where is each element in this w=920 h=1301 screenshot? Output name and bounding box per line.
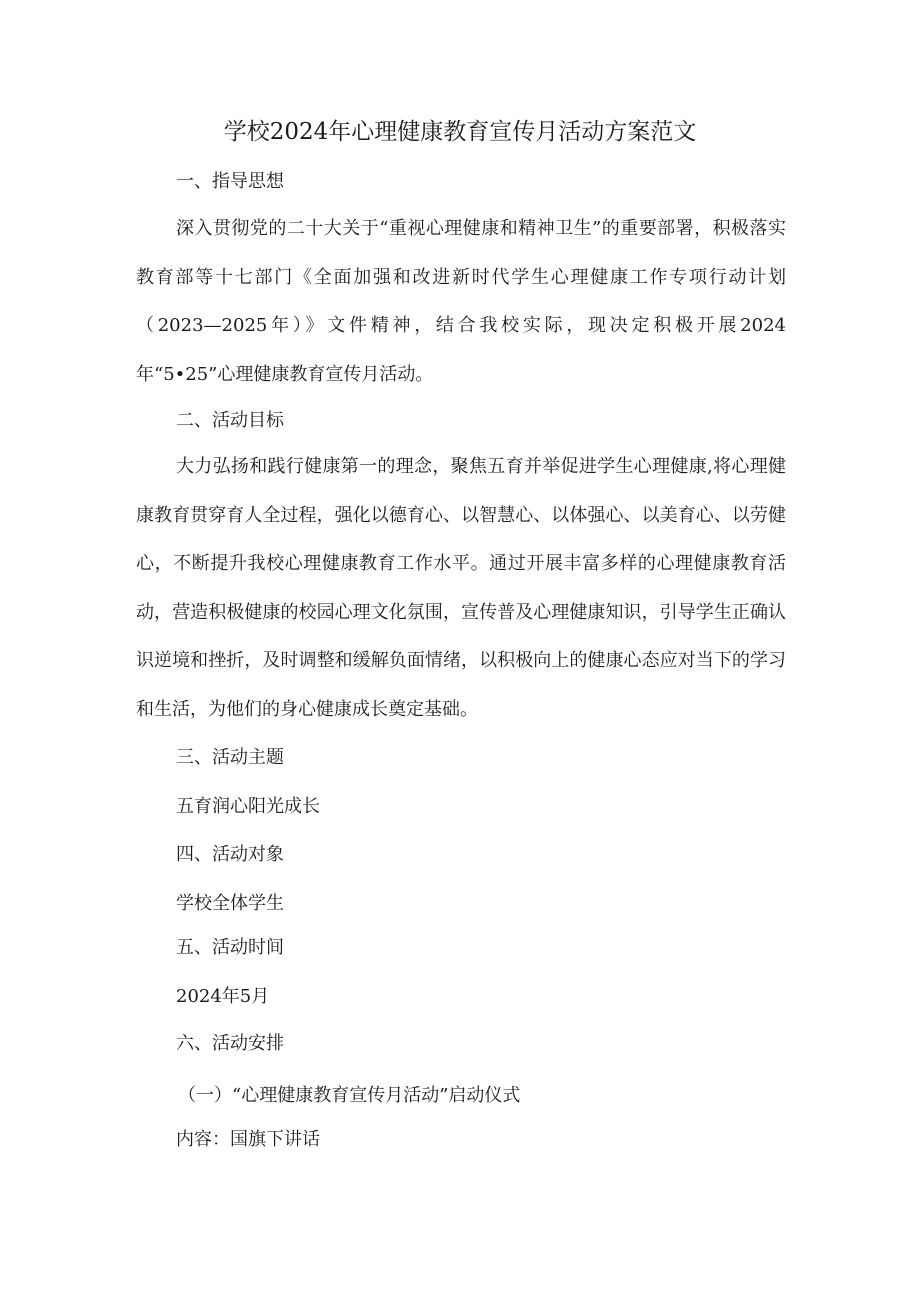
section-heading-activity-goals: 二、活动目标 bbox=[176, 410, 284, 431]
document-title: 学校2024年心理健康教育宣传月活动方案范文 bbox=[223, 119, 697, 145]
section-heading-activity-time: 五、活动时间 bbox=[176, 937, 284, 958]
text-launch-ceremony-content: 内容：国旗下讲话 bbox=[176, 1129, 320, 1150]
section-heading-activity-arrangement: 六、活动安排 bbox=[176, 1033, 284, 1054]
section-heading-guiding-ideology: 一、指导思想 bbox=[176, 171, 284, 192]
section-heading-activity-target: 四、活动对象 bbox=[176, 844, 284, 865]
text-activity-time: 2024年5月 bbox=[176, 986, 270, 1007]
section-heading-activity-theme: 三、活动主题 bbox=[176, 747, 284, 768]
text-activity-theme: 五育润心阳光成长 bbox=[176, 796, 320, 817]
text-activity-target: 学校全体学生 bbox=[176, 893, 284, 914]
paragraph-activity-goals: 大力弘扬和践行健康第一的理念，聚焦五育并举促进学生心理健康,将心理健康教育贯穿育人全过程，强化以德育心、以智慧心、以体强心、以美育心、以劳健心，不断提升我校心理健康教育工作水平。通过开展丰富多样的心理健康教育活动，营造积极健康的校园心理文化氛围，宣传普及心理健康知识，引导学生正确认识逆境和挫折，及时调整和缓解负面情绪，以积极向上的健康心态应对当下的学习和生活，为他们的身心健康成长奠定基础。 bbox=[136, 456, 786, 720]
paragraph-guiding-ideology: 深入贯彻党的二十大关于“重视心理健康和精神卫生”的重要部署，积极落实教育部等十七部门《全面加强和改进新时代学生心理健康工作专项行动计划（2023—2025年）》文件精神，结合我校实际，现决定积极开展2024年“5•25”心理健康教育宣传月活动。 bbox=[136, 218, 786, 385]
subsection-heading-launch-ceremony: （一）“心理健康教育宣传月活动”启动仪式 bbox=[178, 1085, 521, 1106]
